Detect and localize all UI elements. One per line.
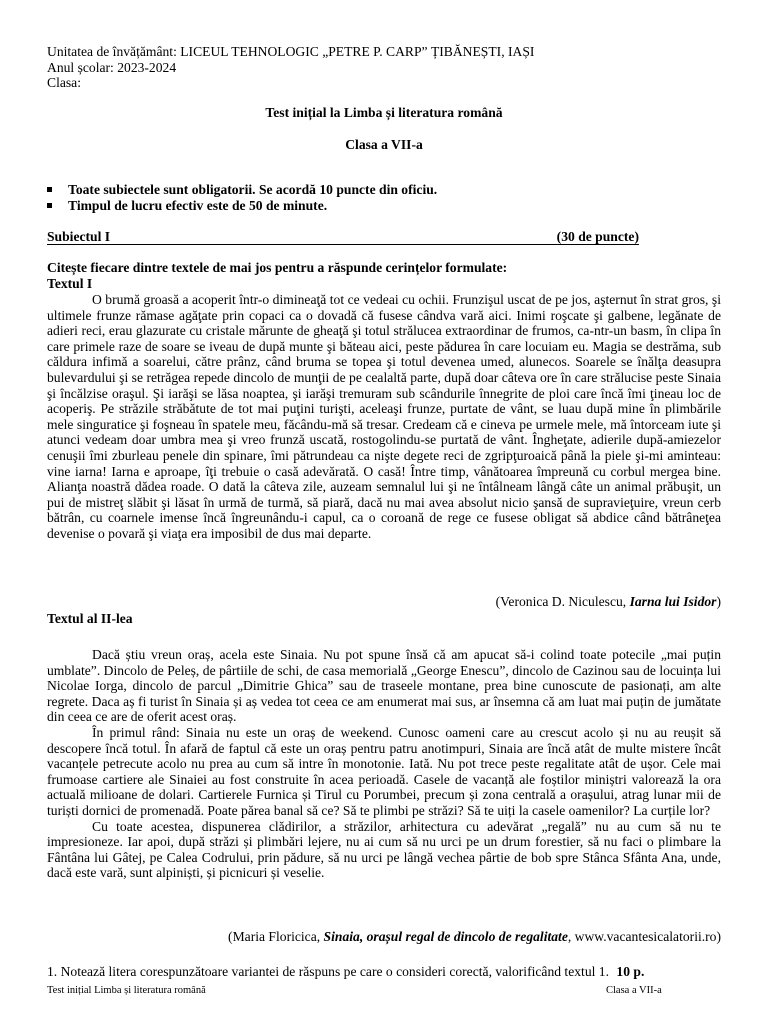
text2-author: (Maria Floricica, — [228, 929, 324, 944]
text1-title: Iarna lui Isidor — [629, 594, 717, 609]
class-label: Clasa: — [47, 75, 81, 90]
text2-paragraph: Dacă știu vreun oraș, acela este Sinaia. Nu pot spune însă că am apucat să-i colind toate potecile „mai puțin umblate”. Dincolo de Peleș, de pârtiile de schi, de casa memorială „George Enescu”, dincolo de Cazinou sau de locuința lui Nicolae Iorga, dincolo de parcul „Dimitrie Ghica” sau de traseele montane, prea bine cunoscute de pasionați, am alte regrete. Daca aș fi turist în Sinaia și aș vedea tot ceea ce am enumerat mai sus, ar însemna că am luat mai puțin de jumătate din ceea ce are de oferit acest oraș. — [47, 647, 721, 725]
section-header — [47, 229, 639, 245]
question-1 — [47, 964, 644, 980]
text2-paragraph: În primul rând: Sinaia nu este un oraș de weekend. Cunosc oameni care au crescut acolo și nu au reușit să descopere încă totul. În afară de faptul că este un oraș pentru patru anotimpuri, Sinaia are încă atât de multe mistere încât vacanțele petrecute acolo nu prea au cum să intre în monotonie. Iată. Nu pot trece peste regalitate atât de ușor. Cele mai frumoase cartiere ale Sinaiei au fost construite în acea perioadă. Casele de vacanță ale foștilor miniștri valorează la ora actuală milioane de dolari. Cartierele Furnica și Tirul cu Porumbei, precum și zona centrală a orașului, atrag lunar mii de turiști dornici de promenadă. Poate părea banal să ce? Să te plimbi pe străzi? Să te uiți la casele oamenilor? La curțile lor? — [47, 724, 721, 818]
footer-right: Clasa a VII-a — [606, 985, 662, 996]
text1-paragraph: O brumă groasă a acoperit într-o dimineaţă tot ce vedeai cu ochii. Frunzişul uscat de pe jos, aşternut în strat gros, şi ultimele frunze rămase agăţate prin copaci ca o dovadă că fusese cândva vară aici. Inimi roşcate şi galbene, legănate de adieri reci, erau glazurate cu cristale mărunte de gheaţă şi totul strălucea extraordinar de frumos, ca-ntr-un basm, în clipa în care primele raze de soare se iveau de după munte şi băteau aici, peste pădurea în care locuiam eu. Magia se destrăma, sub căldura infimă a soarelui, către prânz, când bruma se topea şi totul devenea umed, alunecos. Soarele se înălţa deasupra bulevardului şi se retrăgea repede dincolo de munţii de pe cealaltă parte, după doar câteva ore în care strălucise peste Sinaia şi încălzise oraşul. Şi iarăşi se lăsa noaptea, şi iarăşi tremuram sub scândurile înnegrite de ploi care încă îmi ţineau loc de acoperiş. Pe străzile străbătute de tot mai puţini turişti, aceleaşi frunze, purtate de vânt, se luau după mine în plimbările mele singuratice şi foşneau în spatele meu, făcându-mă să tresar. Credeam că e cineva pe urmele mele, mă întorceam iute şi atunci vedeam doar umbra mea şi vreo frunză uscată, rostogolindu-se purtată de vânt. Îngheţate, adierile după-amiezelor cenuşii îmi zburleau penele din spinare, îmi pătrundeau ca nişte degete reci de zgripţuroaică până la piele şi-mi aminteau: vine iarna! Iarna e aproape, îţi trebuie o casă adevărată. O casă! Între timp, vânătoarea împreună cu corbul mergea bine. Alianţa noastră dădea roade. O dată la câteva zile, auzeam semnalul lui şi ne întâlneam lângă câte un animal prăbuşit, un pui de mistreţ slăbit şi lăsat în urmă de turmă, să piară, dacă nu mai avea absolut nicio şansă de supravieţuire, vreun cerb bătrân, cu coarnele imense încă îngreunându-i capul, ca o coroană de rege ce fusese obligat să abdice când bătrâneţea devenise o povară şi viaţa era imposibil de dus mai departe. — [47, 292, 721, 541]
text2-paragraph: Cu toate acestea, dispunerea clădirilor, a străzilor, arhitectura cu adevărat „regală” nu au cum să nu te impresioneze. Iar apoi, după străzi și plimbări lejere, nu ai cum să nu urci pe un drum forestier, să nu faci o plimbare la Fântâna lui Gâtej, pe Calea Codrului, prin pădure, să nu urci pe lângă vechea pârtie de bob spre Stânca Sfânta Ana, unde, dacă este vară, sunt alpiniști, și picnicuri și veselie. — [47, 818, 721, 881]
instruction: Citește fiecare dintre textele de mai jos pentru a răspunde cerințelor formulate: — [47, 260, 508, 275]
question-1-text: 1. Notează litera corespunzătoare variantei de răspuns pe care o consideri corectă, valorificând textul 1. — [47, 964, 609, 979]
section-points: (30 de puncte) — [556, 229, 639, 244]
text2-source: , www.vacantesicalatorii.ro) — [567, 929, 721, 944]
text2-body — [47, 647, 721, 881]
rule-text: Timpul de lucru efectiv este de 50 de minute. — [68, 198, 328, 213]
question-1-points: 10 p. — [616, 964, 645, 979]
text1-heading: Textul I — [47, 276, 93, 291]
square-bullet-icon — [47, 203, 52, 208]
page-title: Test inițial la Limba și literatura română — [265, 105, 503, 120]
footer-left: Test inițial Limba și literatura română — [47, 985, 206, 996]
text1-author: (Veronica D. Niculescu, — [495, 594, 630, 609]
text2-heading: Textul al II-lea — [47, 611, 133, 626]
text1-attribution — [496, 594, 721, 610]
square-bullet-icon — [47, 187, 52, 192]
text1-body — [47, 292, 721, 542]
rule-item — [47, 198, 327, 214]
rule-text: Toate subiectele sunt obligatorii. Se acordă 10 puncte din oficiu. — [68, 182, 438, 197]
text2-attribution — [228, 929, 721, 945]
school-name: Unitatea de învățământ: LICEUL TEHNOLOGIC „PETRE P. CARP” ȚIBĂNEȘTI, IAȘI — [47, 44, 535, 59]
page-subtitle: Clasa a VII-a — [345, 137, 423, 152]
section-label: Subiectul I — [47, 229, 111, 244]
school-year: Anul școlar: 2023-2024 — [47, 60, 177, 75]
text1-attribution-end: ) — [716, 594, 721, 609]
rule-item — [47, 182, 437, 198]
text2-title: Sinaia, orașul regal de dincolo de regalitate — [323, 929, 568, 944]
